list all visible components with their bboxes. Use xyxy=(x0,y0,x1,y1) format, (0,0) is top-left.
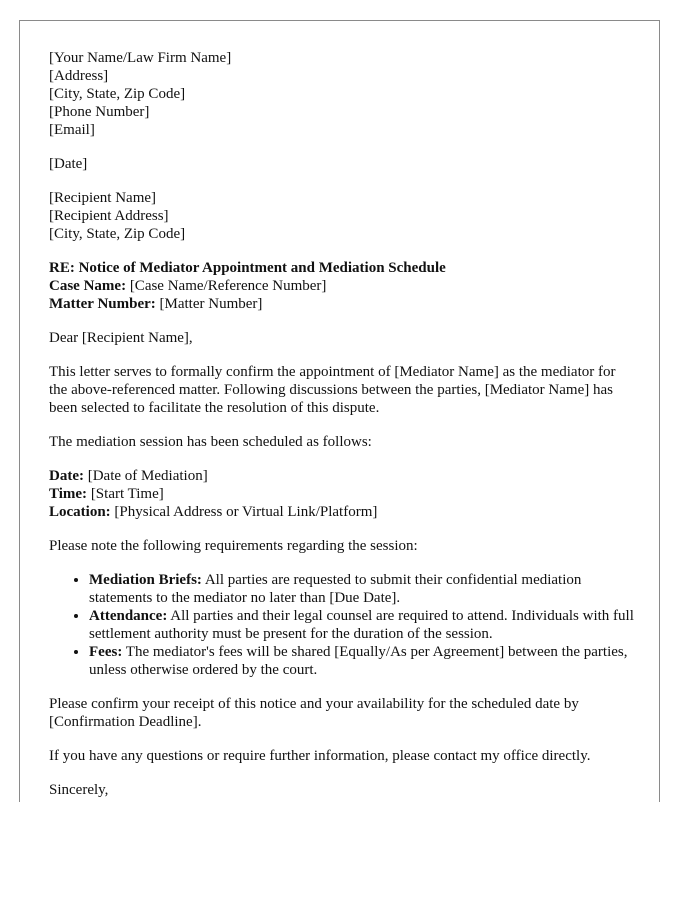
sender-block xyxy=(49,49,635,139)
questions-paragraph: If you have any questions or require further information, please contact my office directly. xyxy=(49,748,591,764)
recipient-city: [City, State, Zip Code] xyxy=(49,226,186,242)
requirement-label: Mediation Briefs: xyxy=(89,572,202,588)
letter-body xyxy=(49,49,635,799)
matter-label: Matter Number: xyxy=(49,296,156,312)
sender-email: [Email] xyxy=(49,122,95,138)
schedule-location-label: Location: xyxy=(49,504,111,520)
schedule-time-label: Time: xyxy=(49,486,88,502)
salutation: Dear [Recipient Name], xyxy=(49,330,193,346)
closing: Sincerely, xyxy=(49,782,109,798)
case-label: Case Name: xyxy=(49,278,127,294)
intro-paragraph: This letter serves to formally confirm the appointment of [Mediator Name] as the mediator for the above-referenced matter. Following discussions between the parties, [Mediator Name] has been selected to facilitate the resolution of this dispute. xyxy=(49,364,616,416)
list-item xyxy=(89,607,635,643)
schedule-time-value: [Start Time] xyxy=(90,486,164,502)
recipient-name: [Recipient Name] xyxy=(49,190,157,206)
reference-block xyxy=(49,259,635,313)
confirm-paragraph: Please confirm your receipt of this notice and your availability for the scheduled date by [Confirmation Deadline]. xyxy=(49,696,579,730)
case-value: [Case Name/Reference Number] xyxy=(129,278,327,294)
schedule-intro: The mediation session has been scheduled as follows: xyxy=(49,434,372,450)
list-item xyxy=(89,643,635,679)
letter-page xyxy=(19,20,660,802)
sender-address: [Address] xyxy=(49,68,109,84)
schedule-block xyxy=(49,467,635,521)
requirements-intro: Please note the following requirements regarding the session: xyxy=(49,538,418,554)
requirements-list xyxy=(49,571,635,679)
schedule-location-value: [Physical Address or Virtual Link/Platform] xyxy=(114,504,378,520)
requirement-text: All parties and their legal counsel are required to attend. Individuals with full settlement authority must be present for the duration of the session. xyxy=(89,608,634,642)
recipient-address: [Recipient Address] xyxy=(49,208,169,224)
recipient-block xyxy=(49,189,635,243)
requirement-text: The mediator's fees will be shared [Equally/As per Agreement] between the parties, unless otherwise ordered by the court. xyxy=(89,644,628,678)
requirement-text: All parties are requested to submit their confidential mediation statements to the mediator no later than [Due Date]. xyxy=(89,572,582,606)
requirement-label: Attendance: xyxy=(89,608,168,624)
schedule-date-label: Date: xyxy=(49,468,84,484)
matter-value: [Matter Number] xyxy=(159,296,263,312)
schedule-date-value: [Date of Mediation] xyxy=(87,468,208,484)
letter-date: [Date] xyxy=(49,156,88,172)
sender-name: [Your Name/Law Firm Name] xyxy=(49,50,232,66)
requirement-label: Fees: xyxy=(89,644,123,660)
re-subject: RE: Notice of Mediator Appointment and Mediation Schedule xyxy=(49,260,446,276)
sender-phone: [Phone Number] xyxy=(49,104,150,120)
sender-city: [City, State, Zip Code] xyxy=(49,86,186,102)
list-item xyxy=(89,571,635,607)
